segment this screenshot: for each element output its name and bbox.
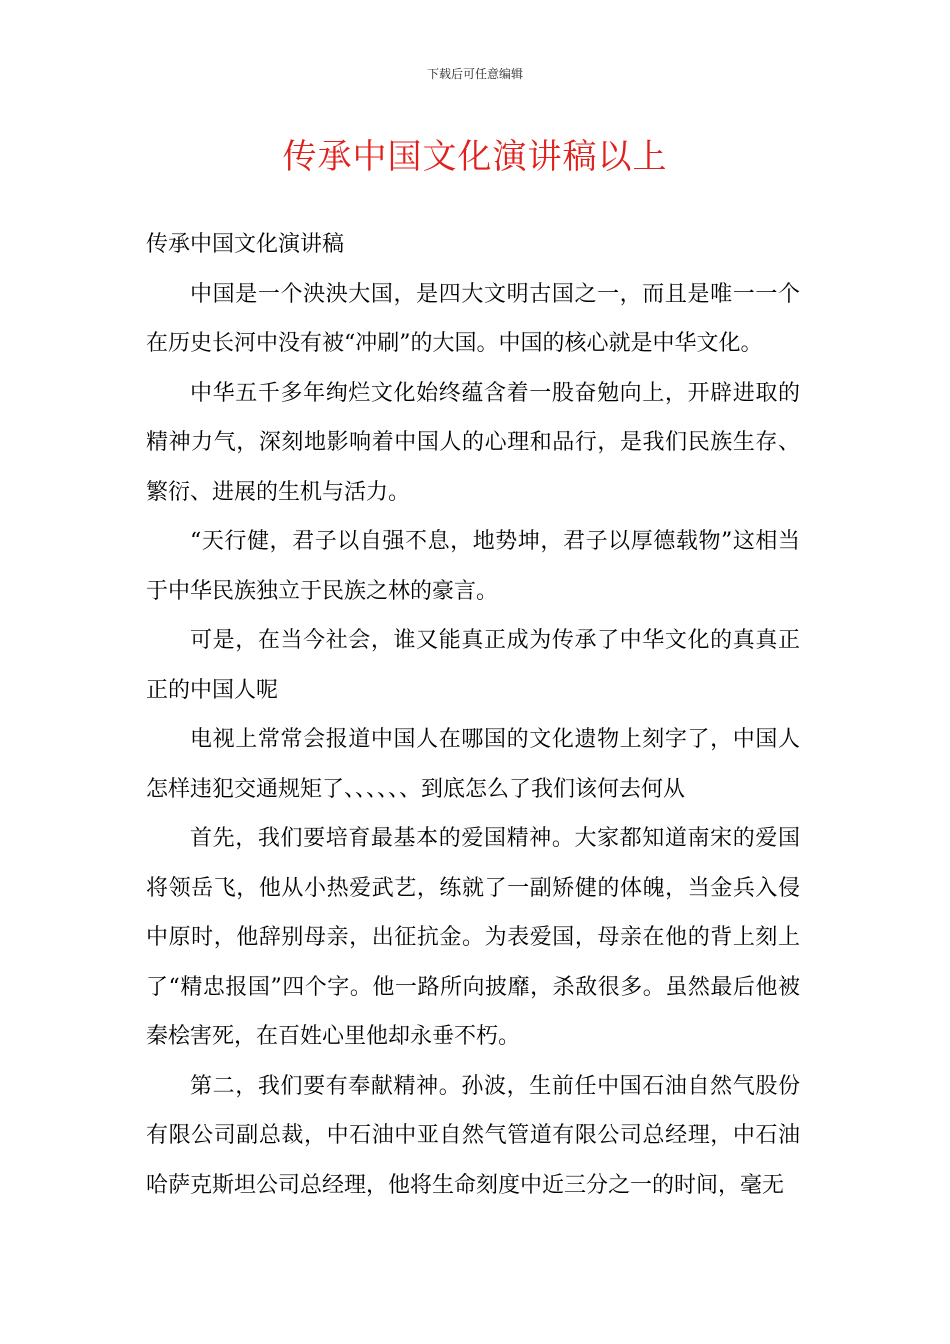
header-note: 下载后可任意编辑	[426, 67, 523, 81]
paragraph: 首先，我们要培育最基本的爱国精神。大家都知道南宋的爱国将领岳飞，他从小热爱武艺，练就了一副矫健的体魄，当金兵入侵中原时，他辞别母亲，出征抗金。为表爱国，母亲在他的背上刻上了“精忠报国”四个字。他一路所向披靡，杀敌很多。虽然最后他被秦桧害死，在百姓心里他却永垂不朽。	[146, 826, 800, 1049]
document-title: 传承中国文化演讲稿以上	[282, 137, 668, 177]
paragraph: 电视上常常会报道中国人在哪国的文化遗物上刻字了，中国人怎样违犯交通规矩了、、、、、、到底怎么了我们该何去何从	[146, 727, 800, 802]
document-subtitle: 传承中国文化演讲稿	[146, 232, 345, 257]
paragraph: 第二，我们要有奉献精神。孙波，生前任中国石油自然气股份有限公司副总裁，中石油中亚自然气管道有限公司总经理，中石油哈萨克斯坦公司总经理，他将生命刻度中近三分之一的时间，毫无	[146, 1073, 800, 1198]
paragraph: 可是，在当今社会，谁又能真正成为传承了中华文化的真真正正的中国人呢	[146, 628, 800, 703]
document-body	[146, 220, 800, 1210]
paragraph: 中华五千多年绚烂文化始终蕴含着一股奋勉向上，开辟进取的精神力气，深刻地影响着中国人的心理和品行，是我们民族生存、繁衍、进展的生机与活力。	[146, 380, 800, 505]
paragraph: 中国是一个泱泱大国，是四大文明古国之一，而且是唯一一个在历史长河中没有被“冲刷”的大国。中国的核心就是中华文化。	[146, 281, 800, 356]
paragraph: “天行健，君子以自强不息，地势坤，君子以厚德载物”这相当于中华民族独立于民族之林的豪言。	[146, 529, 800, 604]
